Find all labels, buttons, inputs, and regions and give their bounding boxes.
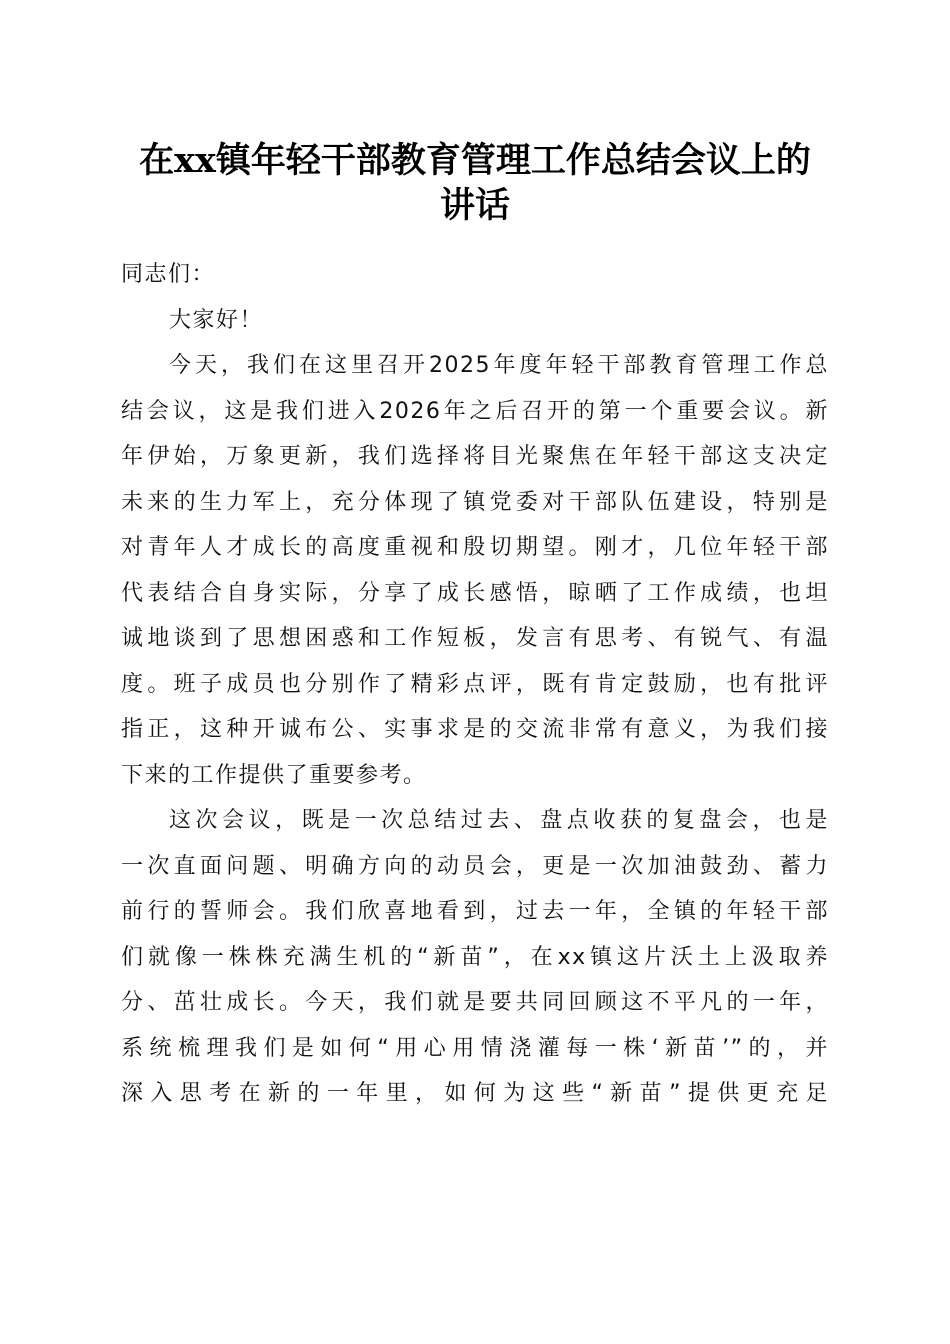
paragraph-line: 未来的生力军上，充分体现了镇党委对干部队伍建设，特别是 [121,489,829,515]
title-line: 讲话 [439,185,510,226]
paragraph-line: 深入思考在新的一年里，如何为这些“新苗”提供更充足 [121,1081,829,1106]
speech-body [121,252,829,1117]
paragraph-line: 年伊始，万象更新，我们选择将目光聚焦在年轻干部这支决定 [121,444,829,469]
paragraph-line: 今天，我们在这里召开2025年度年轻干部教育管理工作总 [169,353,829,378]
paragraph-line: 分、茁壮成长。今天，我们就是要共同回顾这不平凡的一年， [121,990,829,1015]
paragraph-line: 结会议，这是我们进入2026年之后召开的第一个重要会议。新 [121,398,829,424]
paragraph-line: 度。班子成员也分别作了精彩点评，既有肯定鼓励，也有批评 [121,671,829,697]
paragraph-line: 指正，这种开诚布公、实事求是的交流非常有意义，为我们接 [121,717,829,742]
paragraph-line: 前行的誓师会。我们欣喜地看到，过去一年，全镇的年轻干部 [121,899,829,924]
paragraph-line: 一次直面问题、明确方向的动员会，更是一次加油鼓劲、蓄力 [121,853,829,879]
greeting-line: 大家好！ [169,307,264,333]
document-title [100,138,850,228]
salutation: 同志们： [121,262,216,287]
paragraph-line: 们就像一株株充满生机的“新苗”，在xx镇这片沃土上汲取养 [121,944,829,970]
paragraph-line: 系统梳理我们是如何“用心用情浇灌每一株‘新苗’”的，并 [121,1035,829,1061]
title-line: 在xx镇年轻干部教育管理工作总结会议上的 [139,140,811,181]
paragraph-line: 这次会议，既是一次总结过去、盘点收获的复盘会，也是 [169,808,829,833]
paragraph-line: 下来的工作提供了重要参考。 [121,762,427,788]
paragraph-line: 诚地谈到了思想困惑和工作短板，发言有思考、有锐气、有温 [121,626,829,651]
paragraph-line: 对青年人才成长的高度重视和殷切期望。刚才，几位年轻干部 [121,535,829,560]
paragraph-line: 代表结合自身实际，分享了成长感悟，晾晒了工作成绩，也坦 [121,580,829,606]
